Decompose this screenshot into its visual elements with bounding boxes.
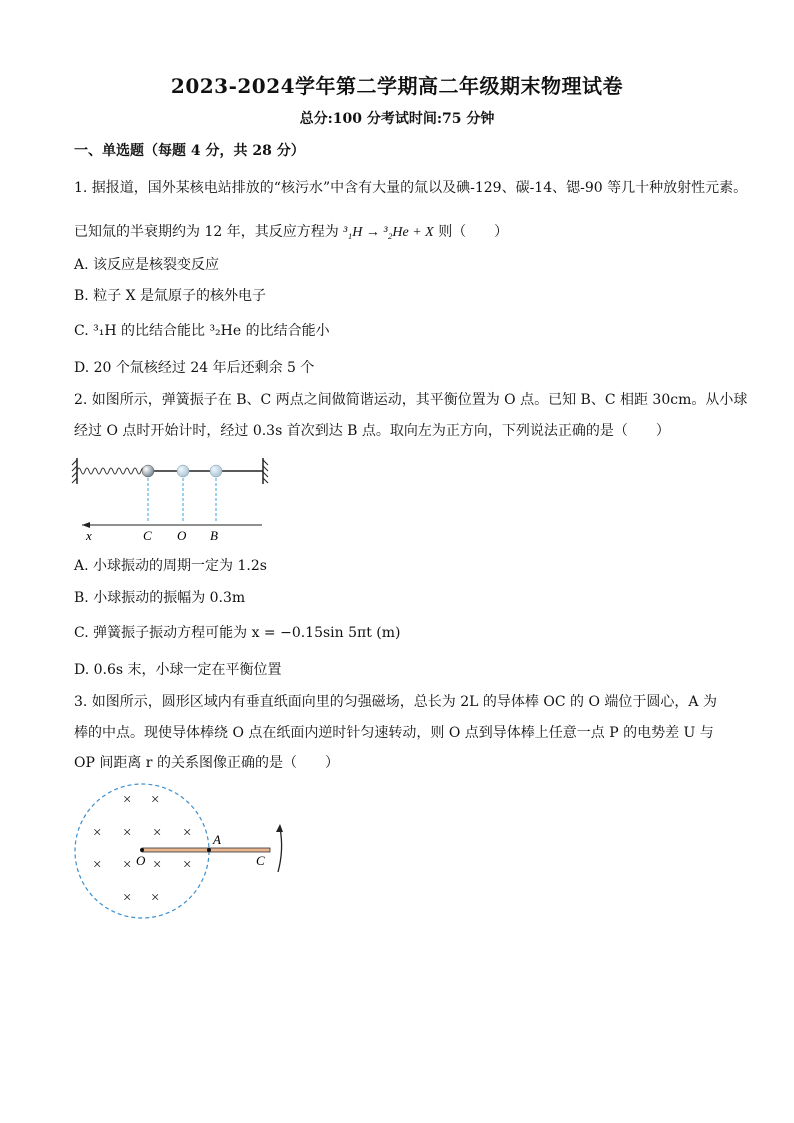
q1-equation: ³₁H → ³₂He + X <box>343 225 434 240</box>
point-o-label: O <box>177 528 187 543</box>
q1-option-b: B. 粒子 X 是氚原子的核外电子 <box>74 288 267 304</box>
q2-line2: 经过 O 点时开始计时，经过 0.3s 首次到达 B 点。取向左为正方向，下列说法正确的是（ ） <box>74 423 670 439</box>
ball-at-b <box>210 465 222 477</box>
svg-text:×: × <box>152 825 163 841</box>
q2-option-b: B. 小球振动的振幅为 0.3m <box>74 590 246 606</box>
q3-line2: 棒的中点。现使导体棒绕 O 点在纸面内逆时针匀速转动，则 O 点到导体棒上任意一点 P 的电势差 U 与 <box>74 725 714 741</box>
svg-text:×: × <box>92 825 103 841</box>
point-a-label: A <box>213 832 221 847</box>
q3-line3: OP 间距离 r 的关系图像正确的是（ ） <box>74 755 339 771</box>
q2-line1: 2. 如图所示，弹簧振子在 B、C 两点之间做简谐运动，其平衡位置为 O 点。已知 B、C 相距 30cm。从小球 <box>74 392 748 408</box>
point-b-label: B <box>210 528 218 543</box>
svg-text:×: × <box>152 857 163 873</box>
svg-text:×: × <box>122 890 133 906</box>
point-o-label: O <box>136 853 146 868</box>
q2-option-a: A. 小球振动的周期一定为 1.2s <box>74 558 267 574</box>
svg-text:×: × <box>182 825 193 841</box>
axis-x-label: x <box>86 528 92 543</box>
q2-option-c: C. 弹簧振子振动方程可能为 x = −0.15sin 5πt (m) <box>74 625 401 641</box>
point-c-label: C <box>256 853 265 868</box>
spring <box>77 468 149 474</box>
exam-title: 2023-2024学年第二学期高二年级期末物理试卷 <box>170 74 624 98</box>
svg-text:×: × <box>122 792 133 808</box>
q1-option-d: D. 20 个氚核经过 24 年后还剩余 5 个 <box>74 360 315 376</box>
q1-line2-pre: 已知氚的半衰期约为 12 年，其反应方程为 <box>74 224 339 240</box>
spring-oscillator-figure <box>70 452 280 544</box>
q1-option-c: C. ³₁H 的比结合能比 ³₂He 的比结合能小 <box>74 323 330 339</box>
svg-text:×: × <box>150 792 161 808</box>
q3-line1: 3. 如图所示，圆形区域内有垂直纸面向里的匀强磁场，总长为 2L 的导体棒 OC 的 O 端位于圆心，A 为 <box>74 694 717 710</box>
point-c-label: C <box>143 528 152 543</box>
conductor-rod <box>142 848 270 852</box>
q1-option-a: A. 该反应是核裂变反应 <box>74 257 220 273</box>
svg-text:×: × <box>122 857 133 873</box>
q1-line2-post: 则（ ） <box>438 224 509 240</box>
q2-option-d: D. 0.6s 末，小球一定在平衡位置 <box>74 662 282 678</box>
ball-at-o <box>177 465 189 477</box>
svg-text:×: × <box>182 857 193 873</box>
svg-text:×: × <box>92 857 103 873</box>
ball-at-c <box>142 465 154 477</box>
q1-line1: 1. 据报道，国外某核电站排放的“核污水”中含有大量的氚以及碘-129、碳-14、锶-90 等几十种放射性元素。 <box>74 180 748 196</box>
q1-line2 <box>74 222 508 243</box>
rotation-arrow <box>278 828 282 872</box>
magnetic-field-figure <box>70 782 310 922</box>
exam-subtitle: 总分:100 分考试时间:75 分钟 <box>299 111 495 127</box>
svg-text:×: × <box>150 890 161 906</box>
svg-text:×: × <box>122 825 133 841</box>
section-heading: 一、单选题（每题 4 分，共 28 分） <box>74 143 305 159</box>
